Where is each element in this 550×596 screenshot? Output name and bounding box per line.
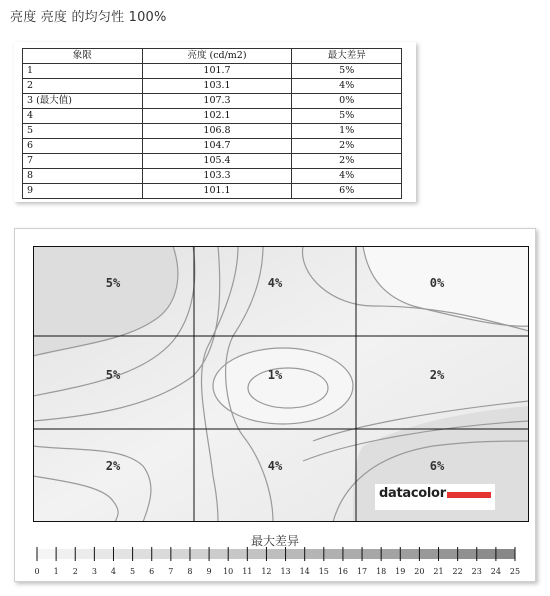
header-luminance: 亮度 (cd/m2): [142, 49, 292, 64]
table-row: [23, 184, 402, 199]
legend-swatch: [133, 549, 153, 559]
quadrant-1-label: 5%: [105, 276, 121, 290]
cell-quadrant: 8: [23, 169, 143, 184]
legend-swatch: [324, 549, 344, 559]
legend-swatch: [458, 549, 478, 559]
legend-tick-label: 7: [168, 567, 174, 576]
quadrant-7-label: 2%: [105, 459, 121, 473]
legend-swatch: [343, 549, 363, 559]
quadrant-6-label: 2%: [429, 368, 445, 382]
cell-luminance: 103.1: [142, 79, 292, 94]
legend-tick-label: 18: [376, 567, 387, 576]
legend-tick-label: 21: [433, 567, 444, 576]
legend-tick-label: 3: [91, 567, 97, 576]
legend-swatch: [305, 549, 325, 559]
legend-swatch: [477, 549, 497, 559]
legend-tick-label: 15: [318, 567, 329, 576]
legend-swatch: [439, 549, 459, 559]
cell-max-diff: 4%: [292, 79, 402, 94]
legend-tick-label: 14: [299, 567, 310, 576]
legend-swatch: [362, 549, 382, 559]
legend-swatch: [37, 549, 57, 559]
cell-luminance: 102.1: [142, 109, 292, 124]
quadrant-4-label: 5%: [105, 368, 121, 382]
uniformity-table: [22, 48, 402, 199]
legend-tick-label: 0: [34, 567, 40, 576]
table-row: [23, 154, 402, 169]
cell-max-diff: 2%: [292, 154, 402, 169]
legend-swatch: [400, 549, 420, 559]
cell-luminance: 106.8: [142, 124, 292, 139]
cell-max-diff: 6%: [292, 184, 402, 199]
header-quadrant: 象限: [23, 49, 143, 64]
cell-max-diff: 5%: [292, 109, 402, 124]
logo-text: datacolor: [379, 486, 446, 501]
legend-swatch: [247, 549, 267, 559]
legend-tick-label: 17: [356, 567, 368, 576]
header-max-diff: 最大差异: [292, 49, 402, 64]
legend-swatch: [152, 549, 172, 559]
cell-luminance: 103.3: [142, 169, 292, 184]
cell-luminance: 107.3: [142, 94, 292, 109]
cell-quadrant: 2: [23, 79, 143, 94]
quadrant-5-label: 1%: [267, 368, 283, 382]
legend-tick-label: 12: [261, 567, 272, 576]
cell-luminance: 105.4: [142, 154, 292, 169]
legend-swatch: [190, 549, 210, 559]
legend-tick-label: 24: [490, 567, 501, 576]
table-row: [23, 124, 402, 139]
cell-luminance: 101.1: [142, 184, 292, 199]
legend-scale: [33, 547, 523, 577]
legend-swatch: [75, 549, 95, 559]
legend-tick-label: 11: [242, 567, 253, 576]
table-row: [23, 169, 402, 184]
cell-quadrant: 7: [23, 154, 143, 169]
legend-tick-label: 23: [471, 567, 482, 576]
legend-swatch: [266, 549, 286, 559]
legend-swatch: [381, 549, 401, 559]
cell-quadrant: 6: [23, 139, 143, 154]
legend-swatch: [94, 549, 114, 559]
legend-tick-label: 16: [337, 567, 349, 576]
legend-tick-label: 22: [452, 567, 463, 576]
legend-tick-label: 25: [509, 567, 521, 576]
legend-tick-label: 1: [53, 567, 59, 576]
cell-luminance: 104.7: [142, 139, 292, 154]
legend-swatch: [113, 549, 133, 559]
cell-max-diff: 4%: [292, 169, 402, 184]
logo-bar: [447, 492, 491, 498]
cell-max-diff: 0%: [292, 94, 402, 109]
quadrant-8-label: 4%: [267, 459, 283, 473]
legend-tick-label: 8: [187, 567, 193, 576]
legend-tick-label: 2: [72, 567, 78, 576]
legend-swatch: [171, 549, 191, 559]
table-row: [23, 79, 402, 94]
cell-max-diff: 2%: [292, 139, 402, 154]
quadrant-9-label: 6%: [429, 459, 445, 473]
cell-quadrant: 4: [23, 109, 143, 124]
legend-swatch: [56, 549, 76, 559]
legend-swatch: [209, 549, 229, 559]
table-row: [23, 109, 402, 124]
legend-swatch: [286, 549, 306, 559]
cell-max-diff: 5%: [292, 64, 402, 79]
legend-tick-label: 4: [110, 567, 117, 576]
uniformity-table-card: [14, 42, 416, 202]
quadrant-2-label: 4%: [267, 276, 283, 290]
cell-quadrant: 1: [23, 64, 143, 79]
legend-tick-label: 9: [206, 567, 212, 576]
legend-tick-label: 20: [414, 567, 425, 576]
legend-tick-label: 10: [223, 567, 234, 576]
cell-luminance: 101.7: [142, 64, 292, 79]
legend-title: 最大差异: [250, 534, 299, 548]
cell-max-diff: 1%: [292, 124, 402, 139]
datacolor-logo: [375, 484, 495, 510]
uniformity-contour-map: [33, 246, 529, 522]
cell-quadrant: 9: [23, 184, 143, 199]
page-title: 亮度 亮度 的均匀性 100%: [10, 10, 167, 25]
uniformity-map-card: [14, 228, 536, 582]
legend-swatch: [419, 549, 439, 559]
cell-quadrant: 3 (最大值): [23, 94, 143, 109]
cell-quadrant: 5: [23, 124, 143, 139]
table-row: [23, 94, 402, 109]
legend-svg: [33, 547, 523, 579]
legend-swatch: [228, 549, 248, 559]
legend-tick-label: 5: [130, 567, 136, 576]
table-header-row: [23, 49, 402, 64]
legend-swatch: [496, 549, 516, 559]
table-row: [23, 64, 402, 79]
legend-tick-label: 13: [280, 567, 291, 576]
legend-tick-label: 19: [395, 567, 406, 576]
quadrant-3-label: 0%: [429, 276, 445, 290]
table-row: [23, 139, 402, 154]
legend-tick-label: 6: [149, 567, 155, 576]
